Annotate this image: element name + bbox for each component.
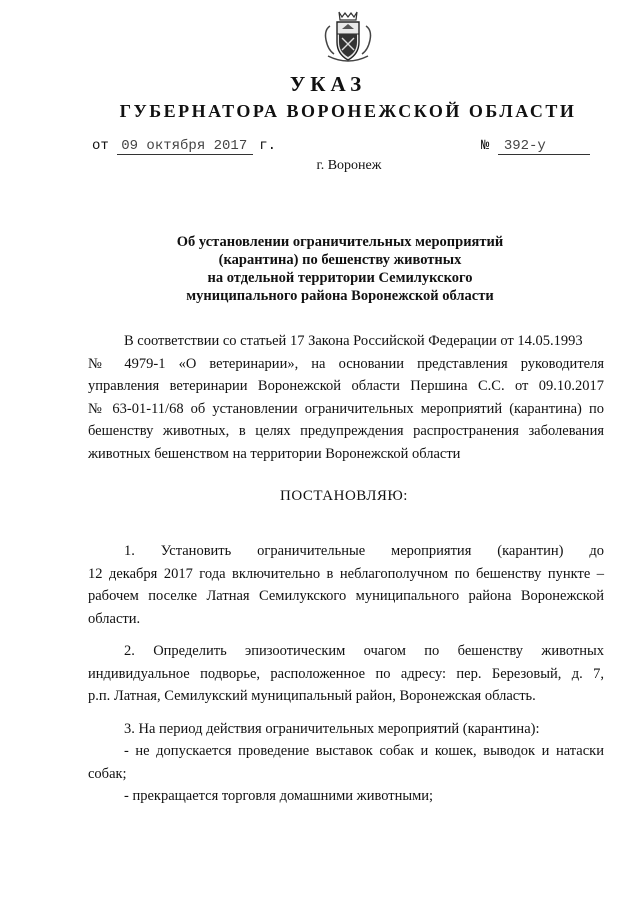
subject-heading [120, 233, 560, 305]
subject-line: (карантина) по бешенству животных [218, 252, 462, 268]
decree-items [88, 540, 604, 808]
number-prefix: № [481, 138, 490, 154]
date-value: 09 октября 2017 [117, 138, 253, 155]
preamble-line: № 4979-1 «О ветеринарии», на основании представления руководителя [88, 355, 604, 372]
date-suffix: г. [259, 138, 277, 154]
item-3-line: - прекращается торговля домашними животными; [124, 788, 434, 804]
item-2-line: р.п. Латная, Семилукский муниципальный район, Воронежская область. [88, 688, 536, 704]
coat-of-arms-icon [320, 10, 376, 64]
item-3-line: 3. На период действия ограничительных мероприятий (карантина): [124, 720, 540, 737]
decree-word: ПОСТАНОВЛЯЮ: [280, 488, 408, 504]
document-title: УКАЗ [289, 72, 367, 96]
item-2-line: индивидуальное подворье, расположенное по адресу: пер. Березовый, д. 7, [88, 665, 604, 682]
document-subtitle: ГУБЕРНАТОРА ВОРОНЕЖСКОЙ ОБЛАСТИ [119, 101, 577, 121]
item-1-line: 1. Установить ограничительные мероприятия (карантин) до [124, 543, 604, 559]
preamble-line: № 63-01-11/68 об установлении ограничительных мероприятий (карантина) по [88, 400, 604, 417]
item-1-line: 12 декабря 2017 года включительно в неблагополучном по бешенству пункте – [88, 565, 604, 582]
date-prefix: от [92, 138, 109, 154]
preamble-paragraph [88, 330, 604, 465]
preamble-line: В соответствии со статьей 17 Закона Российской Федерации от 14.05.1993 [124, 333, 583, 349]
item-3-line: собак; [88, 765, 127, 782]
item-3-line: - не допускается проведение выставок собак и кошек, выводок и натаски [124, 743, 604, 759]
item-2-line: 2. Определить эпизоотическим очагом по бешенству животных [124, 643, 604, 659]
preamble-line: животных бешенством на территории Воронежской области [88, 445, 461, 462]
item-1-line: рабочем поселке Латная Семилукского муниципального района Воронежской [88, 588, 604, 604]
subject-line: муниципального района Воронежской области [186, 288, 494, 304]
preamble-line: бешенству животных, в целях предупреждения распространения заболевания [88, 423, 604, 439]
subject-line: Об установлении ограничительных мероприятий [176, 234, 504, 250]
number-value: 392-у [498, 138, 590, 155]
number-line [481, 138, 590, 155]
subject-line: на отдельной территории Семилукского [207, 270, 473, 286]
city: г. Воронеж [316, 158, 382, 173]
date-line [92, 138, 276, 155]
item-1-line: области. [88, 610, 141, 627]
preamble-line: управления ветеринарии Воронежской области Першина С.С. от 09.10.2017 [88, 378, 604, 394]
